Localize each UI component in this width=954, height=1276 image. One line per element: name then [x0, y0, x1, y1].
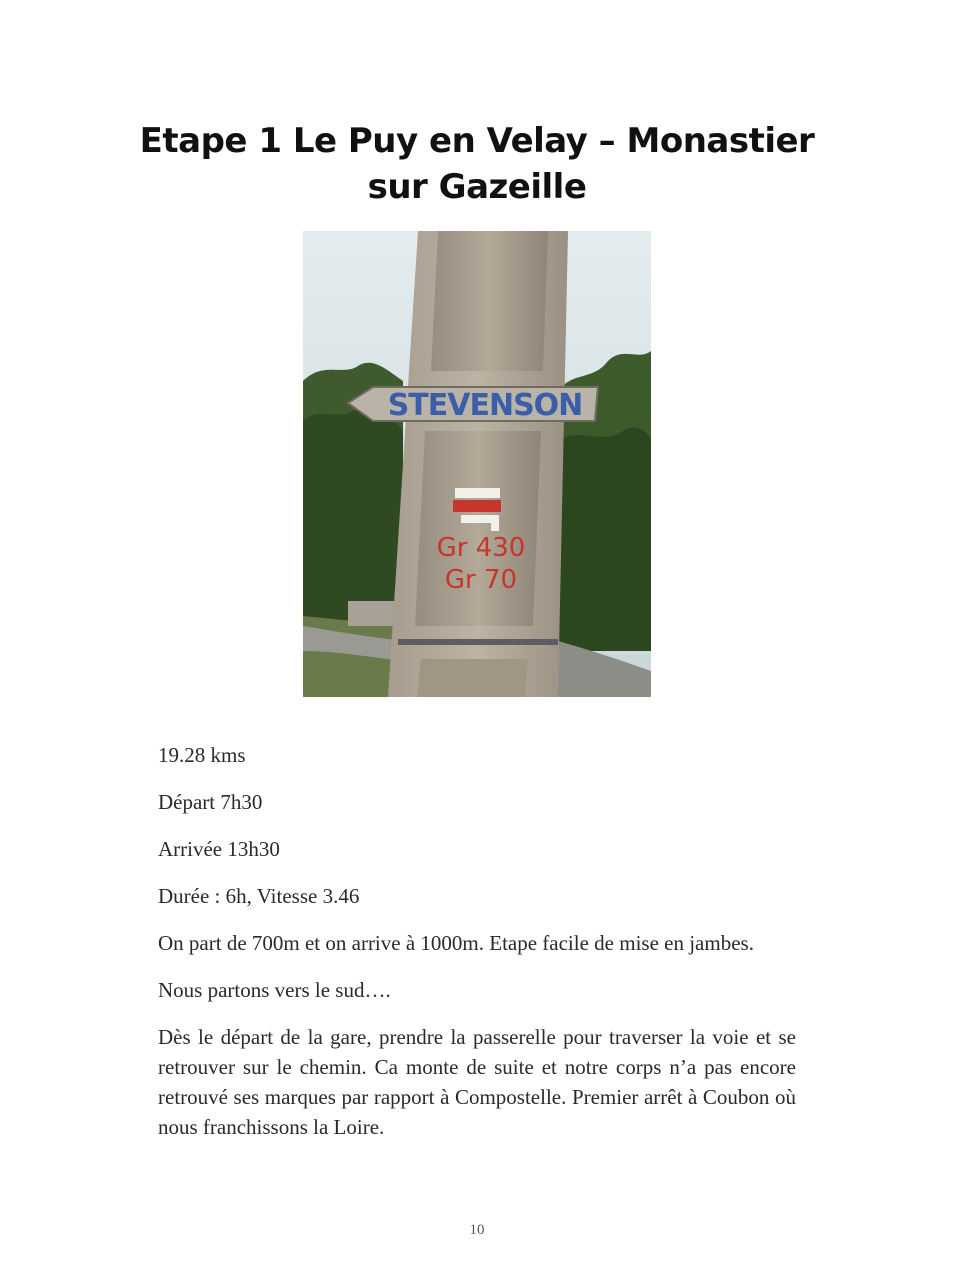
- trail-marker-photo: [303, 231, 651, 697]
- altitude-paragraph: On part de 700m et on arrive à 1000m. Etape facile de mise en jambes.: [158, 931, 754, 955]
- distance-text: 19.28 kms: [158, 743, 246, 767]
- page-title-line-2: sur Gazeille: [367, 167, 587, 207]
- direction-paragraph: Nous partons vers le sud….: [158, 978, 391, 1002]
- duration-text: Durée : 6h, Vitesse 3.46: [158, 884, 360, 908]
- route-description-paragraph: Dès le départ de la gare, prendre la passerelle pour traverser la voie et se retrouver sur le chemin. Ca monte de suite et notre corps n’a pas encore retrouvé ses marques par rapport à Compostelle. Premier arrêt à Coubon où nous franchissons la Loire.: [158, 1025, 796, 1139]
- page-title: [120, 118, 834, 210]
- page-number: 10: [469, 1222, 485, 1238]
- sign-label: STEVENSON: [387, 388, 583, 423]
- body-text: [158, 740, 796, 1159]
- gr70-marking: Gr 70: [444, 565, 518, 595]
- departure-text: Départ 7h30: [158, 790, 263, 814]
- page-title-line-1: Etape 1 Le Puy en Velay – Monastier: [139, 121, 815, 161]
- arrival-text: Arrivée 13h30: [158, 837, 280, 861]
- gr430-marking: Gr 430: [436, 533, 526, 563]
